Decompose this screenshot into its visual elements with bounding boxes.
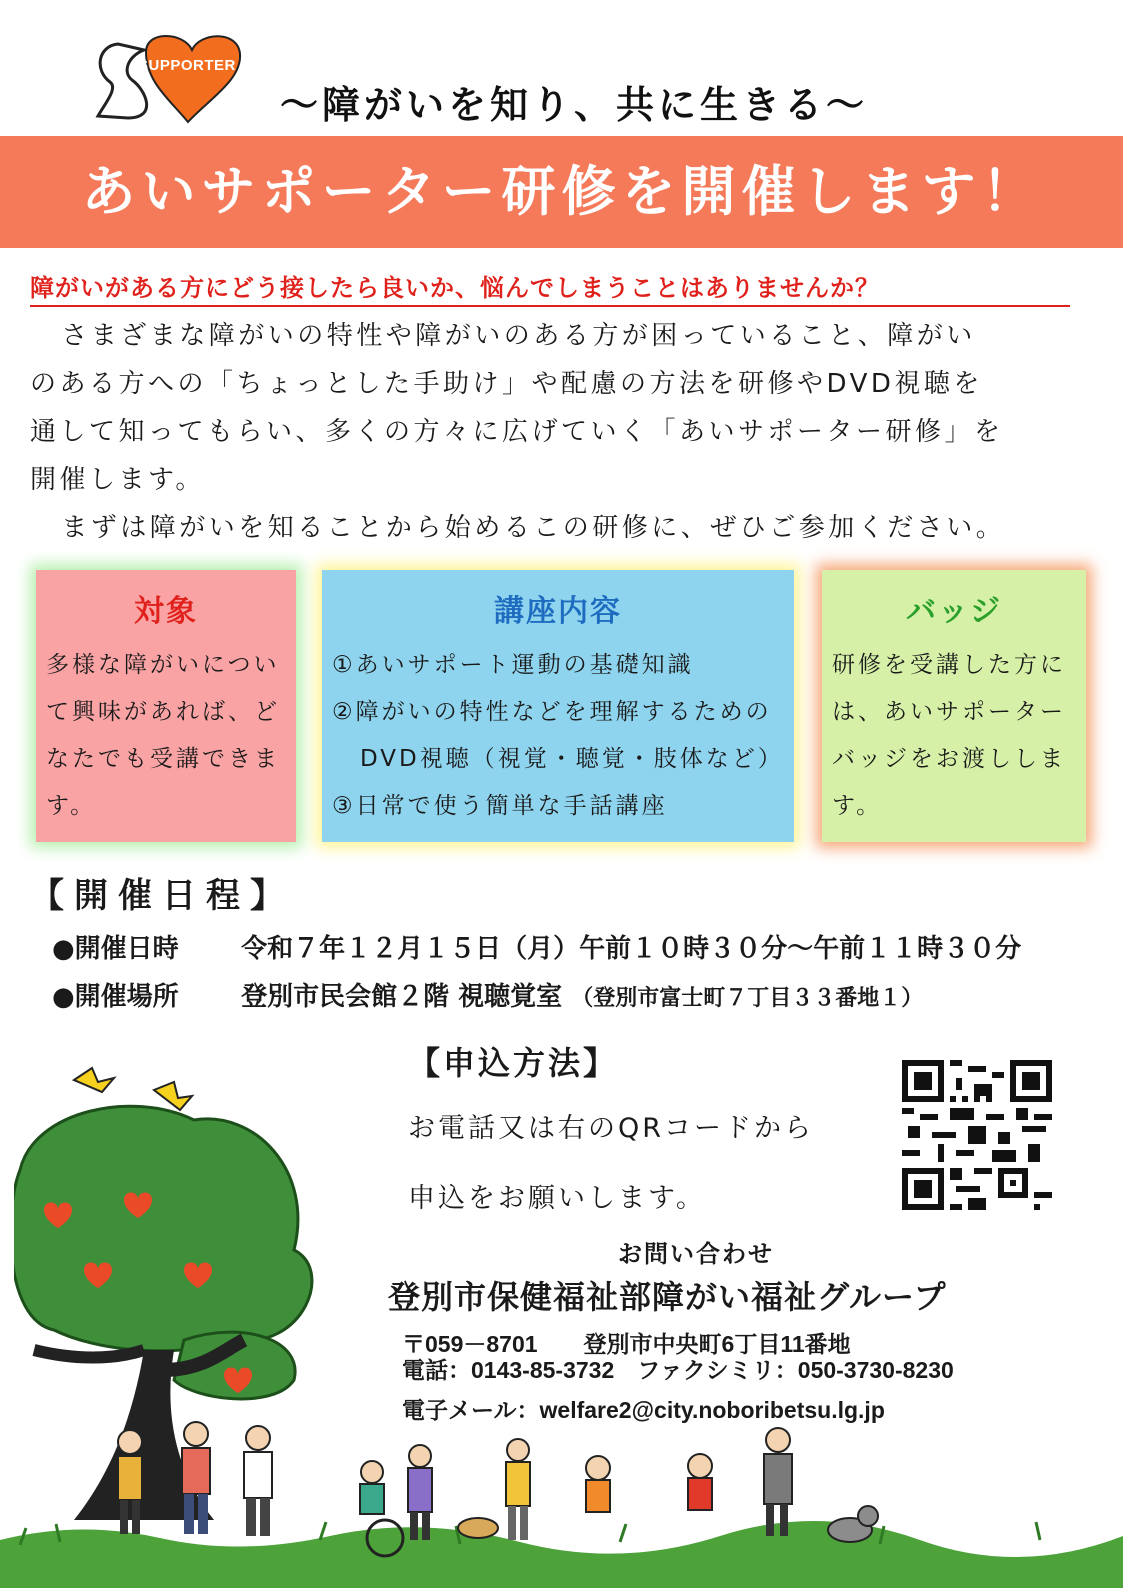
apply-instruction: 申込をお願いします。 [408, 1183, 706, 1214]
content-card [322, 570, 794, 842]
contact-address: 〒059－8701 登別市中央町6丁目11番地 [402, 1331, 851, 1357]
apply-heading: 【申込方法】 [408, 1044, 619, 1082]
intro-line: まずは障がいを知ることから始めるこの研修に、ぜひご参加ください。 [61, 513, 1006, 543]
badge-card-line: す。 [832, 793, 883, 819]
content-card-line: ①あいサポート運動の基礎知識 [332, 652, 694, 678]
badge-card-line: 研修を受講した方に [832, 652, 1066, 678]
content-card-line: DVD視聴（視覚・聴覚・肢体など） [360, 746, 784, 772]
intro-line: 開催します。 [30, 465, 205, 495]
slogan: ～障がいを知り、共に生きる～ [280, 83, 869, 127]
intro-line: さまざまな障がいの特性や障がいのある方が困っていること、障がい [61, 321, 976, 351]
target-card-line: て興味があれば、ど [46, 699, 280, 725]
target-card [36, 570, 296, 842]
target-card-title: 対象 [134, 594, 198, 629]
badge-card [822, 570, 1086, 842]
intro-text [30, 312, 1080, 552]
schedule-date-label: ●開催日時 [52, 934, 179, 964]
lead-question: 障がいがある方にどう接したら良いか、悩んでしまうことはありませんか？ [30, 268, 1070, 307]
badge-card-title: バッジ [906, 594, 1002, 629]
schedule-place-value: 登別市民会館２階 視聴覚室 [241, 982, 563, 1012]
content-card-line: ②障がいの特性などを理解するための [332, 699, 772, 725]
intro-line: のある方への「ちょっとした手助け」や配慮の方法を研修やDVD視聴を [30, 369, 983, 399]
schedule-date-value: 令和７年１２月１５日（月）午前１０時３０分～午前１１時３０分 [241, 934, 1022, 964]
contact-organization: 登別市保健福祉部障がい福祉グループ [388, 1278, 947, 1316]
supporter-logo [88, 30, 248, 130]
contact-email[interactable]: 電子メール：welfare2@city.noboribetsu.lg.jp [402, 1397, 885, 1423]
apply-instruction: お電話又は右のQRコードから [408, 1113, 815, 1144]
schedule-heading: 【開催日程】 [30, 876, 294, 916]
schedule-place-address: （登別市富士町７丁目３３番地１） [571, 986, 924, 1011]
target-card-line: 多様な障がいについ [46, 652, 280, 678]
target-card-line: なたでも受講できま [46, 746, 280, 772]
contact-phone: 電話：0143-85-3732 ファクシミリ：050-3730-8230 [402, 1357, 954, 1383]
badge-card-line: バッジをお渡ししま [832, 746, 1066, 772]
logo-text: SUPPORTER [138, 57, 236, 74]
page-title: あいサポーター研修を開催します！ [81, 160, 1042, 223]
people-illustration [0, 1420, 1123, 1588]
target-card-line: す。 [46, 793, 97, 819]
schedule-date-row [52, 928, 1021, 965]
badge-card-line: は、あいサポーター [832, 699, 1066, 725]
schedule-place-row [52, 976, 923, 1013]
qr-code[interactable] [902, 1060, 1052, 1210]
content-card-line: ③日常で使う簡単な手話講座 [332, 793, 668, 819]
content-card-title: 講座内容 [494, 594, 622, 629]
contact-label: お問い合わせ [618, 1240, 774, 1268]
intro-line: 通して知ってもらい、多くの方々に広げていく「あいサポーター研修」を [30, 417, 1004, 447]
schedule-place-label: ●開催場所 [52, 982, 179, 1012]
